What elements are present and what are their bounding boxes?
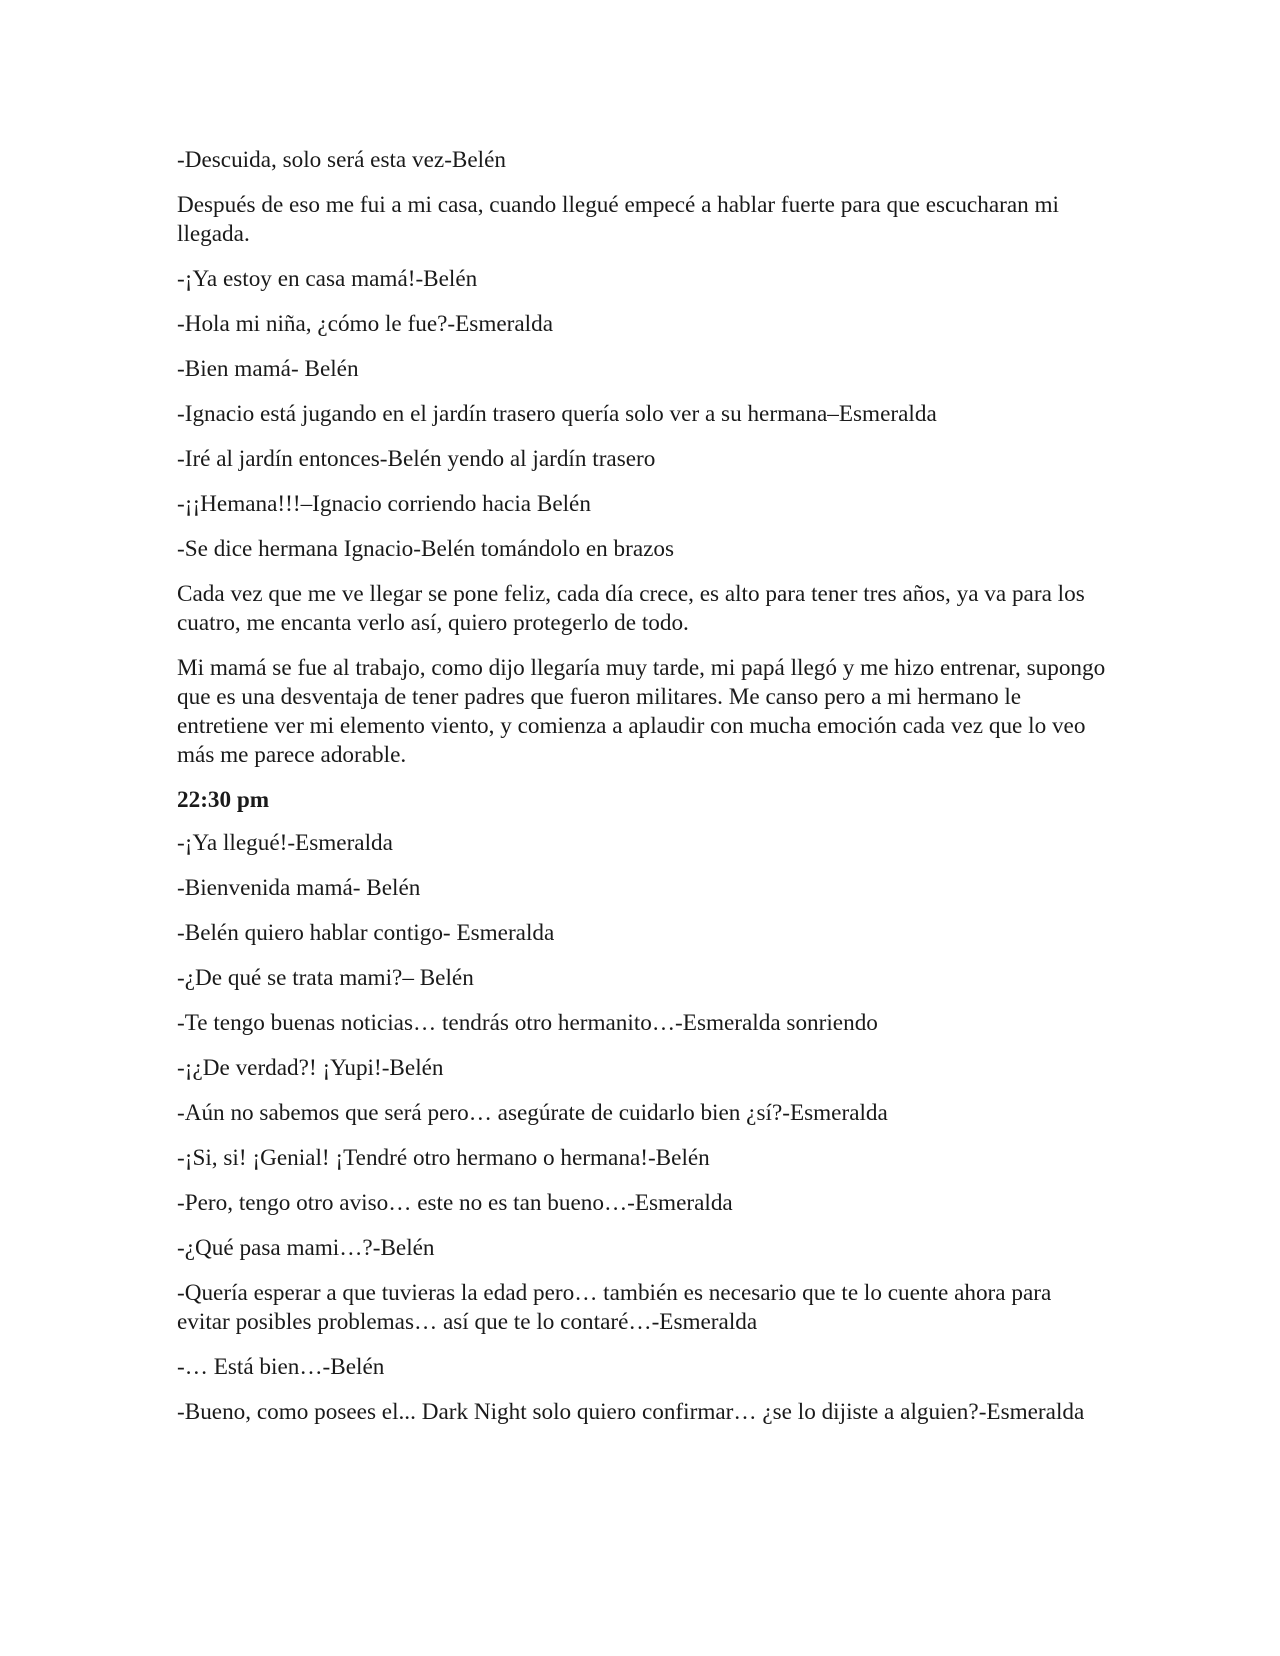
- paragraph: -¿Qué pasa mami…?-Belén: [177, 1235, 435, 1261]
- paragraph: -… Está bien…-Belén: [177, 1354, 385, 1380]
- document-body: [177, 146, 1107, 1443]
- paragraph: -Hola mi niña, ¿cómo le fue?-Esmeralda: [177, 311, 553, 337]
- paragraph: Después de eso me fui a mi casa, cuando llegué empecé a hablar fuerte para que escucharan mi llegada.: [177, 192, 1059, 247]
- paragraph: Cada vez que me ve llegar se pone feliz, cada día crece, es alto para tener tres años, ya va para los cuatro, me encanta verlo así, quiero protegerlo de todo.: [177, 581, 1085, 636]
- paragraph: -¡¡Hemana!!!–Ignacio corriendo hacia Belén: [177, 491, 591, 517]
- paragraph: -Aún no sabemos que será pero… asegúrate de cuidarlo bien ¿sí?-Esmeralda: [177, 1100, 888, 1126]
- paragraph: -Bueno, como posees el... Dark Night solo quiero confirmar… ¿se lo dijiste a alguien?-Esmeralda: [177, 1399, 1085, 1425]
- paragraph: Mi mamá se fue al trabajo, como dijo llegaría muy tarde, mi papá llegó y me hizo entrenar, supongo que es una desventaja de tener padres que fueron militares. Me canso pero a mi hermano le entretiene ver mi elemento viento, y comienza a aplaudir con mucha emoción cada vez que lo veo más me parece adorable.: [177, 655, 1106, 768]
- paragraph: -Se dice hermana Ignacio-Belén tomándolo en brazos: [177, 536, 675, 562]
- paragraph: -Iré al jardín entonces-Belén yendo al jardín trasero: [177, 446, 656, 472]
- paragraph: -¡Si, si! ¡Genial! ¡Tendré otro hermano o hermana!-Belén: [177, 1145, 710, 1171]
- paragraph: -¡¿De verdad?! ¡Yupi!-Belén: [177, 1055, 444, 1081]
- paragraph: -¿De qué se trata mami?– Belén: [177, 965, 474, 991]
- paragraph: -Bienvenida mamá- Belén: [177, 875, 421, 901]
- paragraph: -Descuida, solo será esta vez-Belén: [177, 147, 506, 173]
- time-heading: 22:30 pm: [177, 787, 270, 813]
- paragraph: -Te tengo buenas noticias… tendrás otro hermanito…-Esmeralda sonriendo: [177, 1010, 878, 1036]
- paragraph: -Pero, tengo otro aviso… este no es tan bueno…-Esmeralda: [177, 1190, 733, 1216]
- paragraph: -Bien mamá- Belén: [177, 356, 359, 382]
- paragraph: -Belén quiero hablar contigo- Esmeralda: [177, 920, 555, 946]
- paragraph: -¡Ya estoy en casa mamá!-Belén: [177, 266, 478, 292]
- paragraph: -Quería esperar a que tuvieras la edad pero… también es necesario que te lo cuente ahora para evitar posibles problemas… así que te lo contaré…-Esmeralda: [177, 1280, 1052, 1335]
- paragraph: -Ignacio está jugando en el jardín trasero quería solo ver a su hermana–Esmeralda: [177, 401, 937, 427]
- paragraph: -¡Ya llegué!-Esmeralda: [177, 830, 393, 856]
